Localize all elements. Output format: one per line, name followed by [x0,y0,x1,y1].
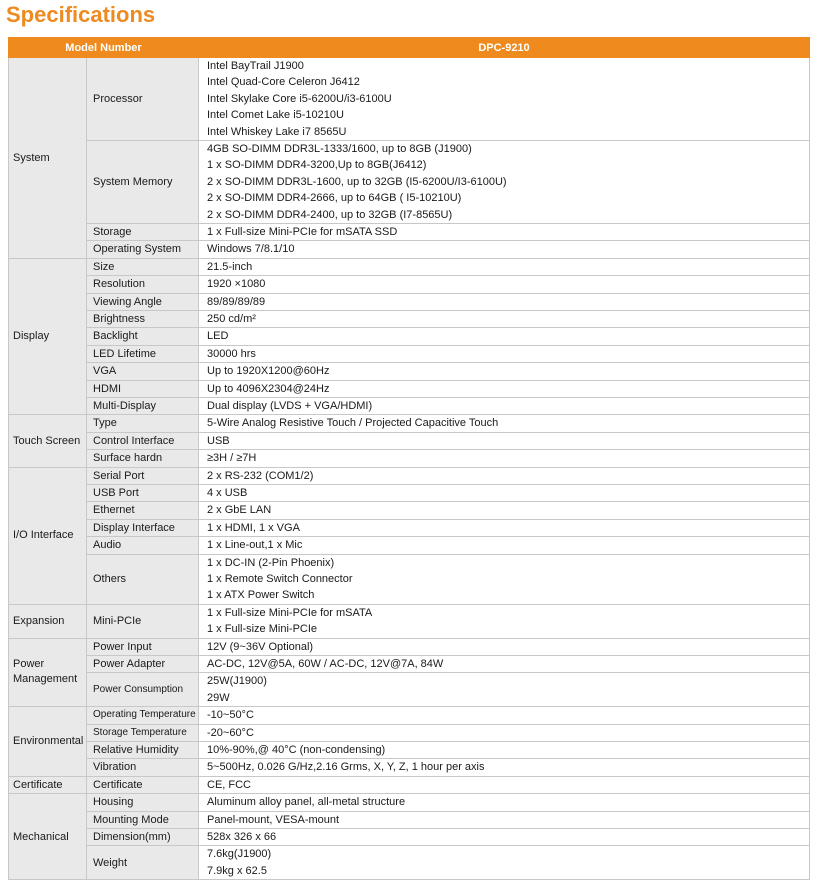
spec-value-cell [199,241,810,258]
spec-value: Up to 1920X1200@60Hz [207,365,330,378]
spec-value: 7.9kg x 62.5 [207,864,267,877]
spec-row [9,554,810,604]
spec-value-cell [199,846,810,880]
spec-value-cell [199,604,810,638]
spec-value: Panel-mount, VESA-mount [207,813,340,826]
spec-label: Storage Temperature [87,724,199,741]
spec-value: 2 x SO-DIMM DDR4-2666, up to 64GB ( I5-10210U) [207,192,462,205]
spec-value: 1 x DC-IN (2-Pin Phoenix) [207,556,335,569]
spec-row [9,397,810,414]
category-cell: I/O Interface [9,467,87,604]
spec-value: Intel Whiskey Lake i7 8565U [207,125,347,138]
spec-row [9,811,810,828]
spec-row [9,310,810,327]
spec-value: Intel Comet Lake i5-10210U [207,109,344,122]
category-cell: Mechanical [9,794,87,880]
spec-value: USB [207,434,230,447]
spec-value-cell [199,363,810,380]
spec-label: Operating Temperature [87,707,199,724]
spec-value: AC-DC, 12V@5A, 60W / AC-DC, 12V@7A, 84W [207,657,444,670]
category-cell: Expansion [9,604,87,638]
spec-value: CE, FCC [207,778,251,791]
spec-label: Others [87,554,199,604]
category-cell: Display [9,258,87,415]
spec-value: 1 x Full-size Mini-PCIe for mSATA [207,606,373,619]
spec-value: 1 x Full-size Mini-PCIe [207,623,318,636]
spec-value-cell [199,554,810,604]
spec-value-cell [199,415,810,432]
spec-row [9,58,810,141]
spec-value-cell [199,450,810,467]
spec-value: 10%-90%,@ 40°C (non-condensing) [207,743,386,756]
spec-label: Power Consumption [87,673,199,707]
spec-row [9,328,810,345]
spec-label: Processor [87,58,199,141]
spec-label: Power Input [87,638,199,655]
spec-row [9,759,810,776]
spec-value: 1 x HDMI, 1 x VGA [207,521,300,534]
spec-value-cell [199,759,810,776]
spec-value: 5-Wire Analog Resistive Touch / Projected Capacitive Touch [207,417,499,430]
spec-row [9,604,810,638]
spec-value: 2 x GbE LAN [207,504,272,517]
spec-row [9,363,810,380]
spec-value: 528x 326 x 66 [207,831,277,844]
spec-label: Operating System [87,241,199,258]
spec-value-cell [199,502,810,519]
spec-value: 30000 hrs [207,347,256,360]
spec-value-cell [199,707,810,724]
spec-value: -20~60°C [207,726,254,739]
spec-row [9,345,810,362]
spec-row [9,655,810,672]
spec-value-cell [199,310,810,327]
spec-value-cell [199,467,810,484]
spec-value-cell [199,276,810,293]
spec-label: Backlight [87,328,199,345]
spec-table [8,37,810,880]
spec-label: Surface hardn [87,450,199,467]
spec-value-cell [199,328,810,345]
spec-label: Type [87,415,199,432]
spec-value-cell [199,485,810,502]
spec-row [9,846,810,880]
spec-row [9,258,810,275]
spec-label: VGA [87,363,199,380]
spec-label: Vibration [87,759,199,776]
spec-row [9,450,810,467]
spec-value-cell [199,811,810,828]
spec-row [9,519,810,536]
spec-label: Multi-Display [87,397,199,414]
spec-row [9,241,810,258]
spec-row [9,638,810,655]
spec-value-cell [199,397,810,414]
spec-value: 2 x SO-DIMM DDR3L-1600, up to 32GB (I5-6200U/I3-6100U) [207,175,507,188]
spec-value-cell [199,673,810,707]
spec-label: Display Interface [87,519,199,536]
spec-value-cell [199,638,810,655]
spec-label: Relative Humidity [87,741,199,758]
spec-value: 21.5-inch [207,260,253,273]
model-number-header: Model Number [9,38,199,58]
spec-value: Intel BayTrail J1900 [207,60,304,72]
spec-value: 12V (9~36V Optional) [207,640,314,653]
spec-row [9,276,810,293]
spec-value: 2 x RS-232 (COM1/2) [207,469,314,482]
spec-value-cell [199,223,810,240]
spec-label: HDMI [87,380,199,397]
spec-row [9,537,810,554]
spec-label: Resolution [87,276,199,293]
spec-row [9,467,810,484]
spec-label: Mounting Mode [87,811,199,828]
spec-value-cell [199,794,810,811]
category-cell: Touch Screen [9,415,87,467]
spec-value: 1 x Remote Switch Connector [207,573,353,586]
spec-row [9,140,810,223]
spec-value-cell [199,58,810,141]
spec-label: Weight [87,846,199,880]
spec-label: Storage [87,223,199,240]
spec-row [9,415,810,432]
spec-row [9,380,810,397]
spec-label: Power Adapter [87,655,199,672]
spec-value: 25W(J1900) [207,675,267,688]
spec-value-cell [199,519,810,536]
spec-value-cell [199,432,810,449]
category-cell: Environmental [9,707,87,777]
spec-row [9,673,810,707]
spec-value: 1 x ATX Power Switch [207,589,315,602]
category-cell: Certificate [9,776,87,793]
spec-value: 1 x Line-out,1 x Mic [207,539,303,552]
spec-row [9,794,810,811]
spec-value-cell [199,776,810,793]
spec-value-cell [199,537,810,554]
spec-value: 1920 ×1080 [207,278,266,291]
spec-value: 2 x SO-DIMM DDR4-2400, up to 32GB (I7-8565U) [207,208,453,221]
spec-value: 7.6kg(J1900) [207,848,272,861]
spec-value: Dual display (LVDS + VGA/HDMI) [207,399,373,412]
spec-value: 1 x Full-size Mini-PCIe for mSATA SSD [207,225,398,238]
spec-label: Mini-PCIe [87,604,199,638]
spec-value: 4 x USB [207,487,248,499]
spec-label: Size [87,258,199,275]
category-cell: System [9,58,87,259]
spec-label: Serial Port [87,467,199,484]
spec-row [9,223,810,240]
spec-label: Audio [87,537,199,554]
spec-value-cell [199,655,810,672]
spec-label: Certificate [87,776,199,793]
spec-label: System Memory [87,140,199,223]
page-title: Specifications [6,2,156,27]
spec-value-cell [199,258,810,275]
spec-value: -10~50°C [207,709,254,722]
spec-row [9,724,810,741]
spec-row [9,829,810,846]
category-cell: Power Management [9,638,87,707]
spec-value: LED [207,330,229,343]
spec-value: Up to 4096X2304@24Hz [207,382,330,395]
spec-value: ≥3H / ≥7H [207,452,257,465]
spec-value: Intel Skylake Core i5-6200U/i3-6100U [207,92,392,105]
spec-label: LED Lifetime [87,345,199,362]
spec-row [9,432,810,449]
spec-value: 29W [207,691,230,704]
spec-value-cell [199,741,810,758]
spec-row [9,776,810,793]
spec-label: USB Port [87,485,199,502]
table-header-row [9,38,810,58]
spec-row [9,707,810,724]
spec-value: 89/89/89/89 [207,295,266,308]
spec-value-cell [199,345,810,362]
spec-value-cell [199,724,810,741]
spec-row [9,502,810,519]
model-name-header: DPC-9210 [199,38,810,58]
spec-value-cell [199,140,810,223]
spec-label: Brightness [87,310,199,327]
spec-label: Housing [87,794,199,811]
spec-value-cell [199,380,810,397]
spec-value: Aluminum alloy panel, all-metal structure [207,796,406,809]
spec-row [9,741,810,758]
spec-value: 1 x SO-DIMM DDR4-3200,Up to 8GB(J6412) [207,159,427,172]
spec-value: 4GB SO-DIMM DDR3L-1333/1600, up to 8GB (J1900) [207,142,472,155]
spec-label: Control Interface [87,432,199,449]
spec-value: 5~500Hz, 0.026 G/Hz,2.16 Grms, X, Y, Z, 1 hour per axis [207,761,485,774]
spec-label: Dimension(mm) [87,829,199,846]
spec-value-cell [199,293,810,310]
spec-value-cell [199,829,810,846]
spec-value: Windows 7/8.1/10 [207,243,295,256]
spec-label: Viewing Angle [87,293,199,310]
spec-value: 250 cd/m² [207,312,256,325]
spec-row [9,293,810,310]
spec-row [9,485,810,502]
spec-value: Intel Quad-Core Celeron J6412 [207,76,360,89]
spec-label: Ethernet [87,502,199,519]
